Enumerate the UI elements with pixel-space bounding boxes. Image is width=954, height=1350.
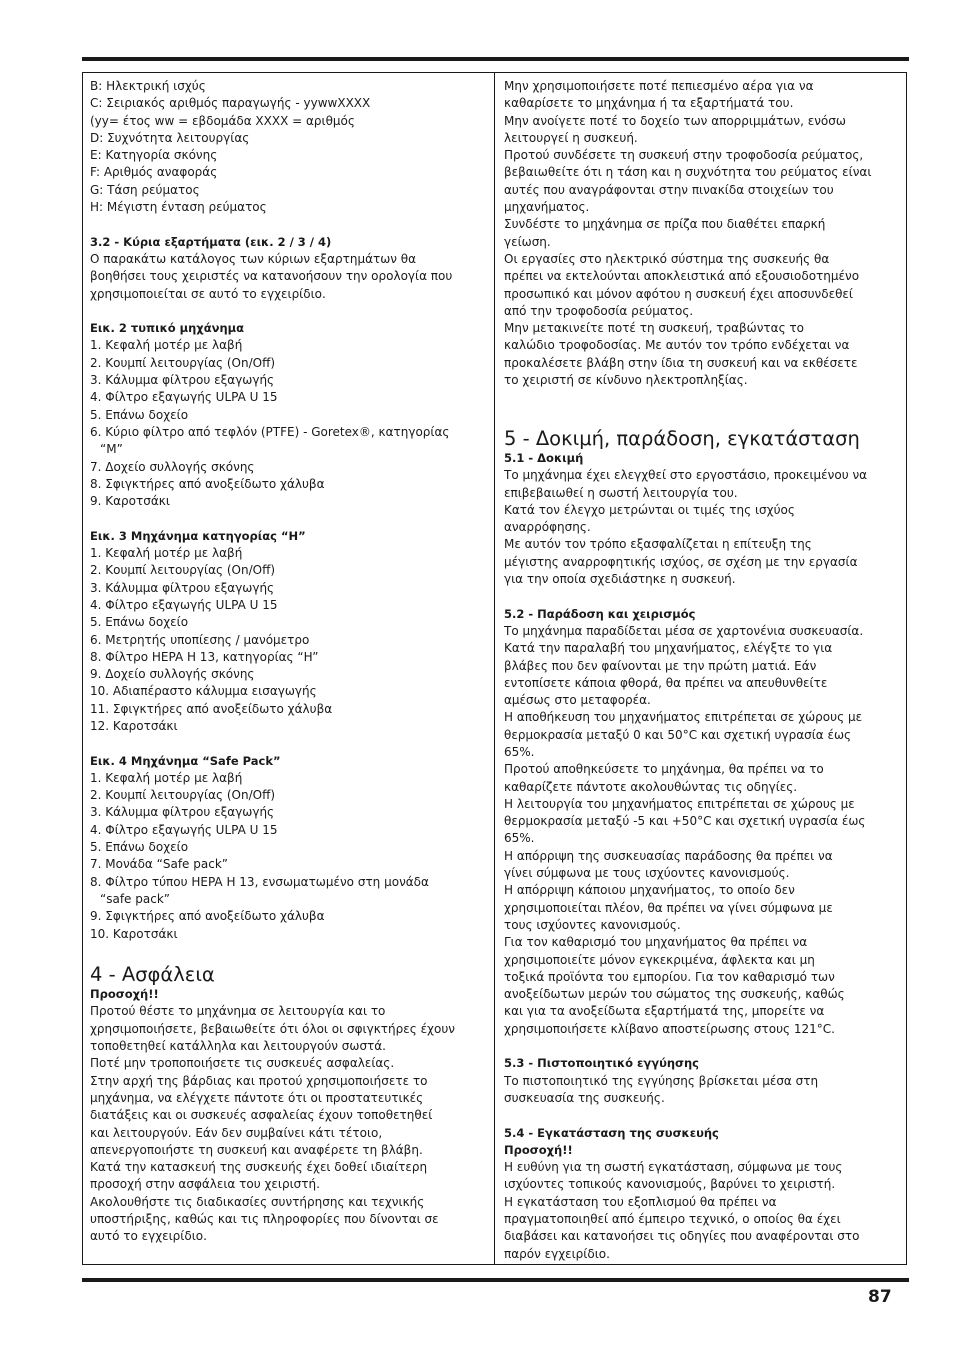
text-line: D: Συχνότητα λειτουργίας (90, 130, 250, 145)
subheading: 5.4 - Εγκατάσταση της συσκευής (504, 1125, 719, 1140)
text-line: απενεργοποιήστε τη συσκευή και αναφέρετε τη βλάβη. (90, 1142, 423, 1157)
text-line: G: Τάση ρεύματος (90, 182, 200, 197)
subheading: Εικ. 4 Μηχάνημα “Safe Pack” (90, 753, 281, 768)
text-line: από την τροφοδοσία ρεύματος. (504, 303, 694, 318)
text-line: 9. Δοχείο συλλογής σκόνης (90, 667, 255, 682)
text-line: χρησιμοποιήσετε, βεβαιωθείτε ότι όλοι οι σφιγκτήρες έχουν (90, 1021, 455, 1036)
text-line: Ο παρακάτω κατάλογος των κύριων εξαρτημάτων θα (90, 251, 417, 266)
text-line: Ακολουθήστε τις διαδικασίες συντήρησης και τεχνικής (90, 1194, 425, 1209)
text-line: τοξικά προϊόντα του εμπορίου. Για τον καθαρισμό των (504, 969, 835, 984)
text-line: 8. Φίλτρο τύπου HEPA H 13, ενσωματωμένο στη μονάδα (90, 874, 429, 889)
text-line: προκαλέσετε βλάβη στην ίδια τη συσκευή και να εκθέσετε (504, 355, 858, 370)
text-line: Η απόρριψη της συσκευασίας παράδοσης θα πρέπει να (504, 848, 833, 863)
blank-line (90, 510, 487, 527)
text-line: 9. Σφιγκτήρες από ανοξείδωτο χάλυβα (90, 909, 325, 924)
text-line: καλώδιο τροφοδοσίας. Με αυτόν τον τρόπο ενδέχεται να (504, 338, 850, 353)
text-line: 8. Σφιγκτήρες από ανοξείδωτο χάλυβα (90, 476, 325, 491)
text-line: Η λειτουργία του μηχανήματος επιτρέπεται σε χώρους με (504, 796, 855, 811)
subheading: Προσοχή!! (504, 1142, 573, 1157)
content-frame (82, 72, 907, 1265)
blank-line (504, 407, 899, 424)
text-line: Το μηχάνημα παραδίδεται μέσα σε χαρτονένια συσκευασία. (504, 623, 864, 638)
text-line: χρησιμοποιήσετε κλίβανο αποστείρωσης στους 121°C. (504, 1021, 835, 1036)
text-line: Το πιστοποιητικό της εγγύησης βρίσκεται μέσα στη (504, 1073, 819, 1088)
text-line: 7. Δοχείο συλλογής σκόνης (90, 459, 255, 474)
text-line: λειτουργεί η συσκευή. (504, 130, 638, 145)
text-line: προσοχή στην ασφάλεια του χειριστή. (90, 1177, 320, 1192)
text-line: θερμοκρασία μεταξύ 0 και 50°C και σχετική υγρασία έως (504, 727, 852, 742)
text-line: 65%. (504, 744, 535, 759)
text-line: διατάξεις και οι συσκευές ασφαλείας έχουν τοποθετηθεί (90, 1108, 433, 1123)
text-line: 5. Επάνω δοχείο (90, 407, 189, 422)
text-line: και για τα ανοξείδωτα εξαρτήματά της, μπορείτε να (504, 1004, 825, 1019)
text-line: Κατά την κατασκευή της συσκευής έχει δοθεί ιδιαίτερη (90, 1160, 428, 1175)
text-line: 1. Κεφαλή μοτέρ με λαβή (90, 770, 243, 785)
text-line: γείωση. (504, 234, 551, 249)
text-line: C: Σειριακός αριθμός παραγωγής - yywwXXXX (90, 96, 371, 111)
text-line: αναρρόφησης. (504, 520, 591, 535)
text-line: καθαρίζετε πάντοτε ακολουθώντας τις οδηγίες. (504, 779, 798, 794)
blank-line (90, 735, 487, 752)
text-line: Προτού συνδέσετε τη συσκευή στην τροφοδοσία ρεύματος, (504, 148, 864, 163)
section-heading: 5 - Δοκιμή, παράδοση, εγκατάσταση (504, 426, 860, 450)
text-line: χρησιμοποιείτε μόνον εγκεκριμένα, άφλεκτα και μη (504, 952, 815, 967)
text-line: Μην ανοίγετε ποτέ το δοχείο των απορριμμάτων, ενόσω (504, 113, 846, 128)
text-line: Οι εργασίες στο ηλεκτρικό σύστημα της συσκευής θα (504, 251, 830, 266)
top-rule (82, 57, 909, 61)
subheading: 5.2 - Παράδοση και χειρισμός (504, 606, 696, 621)
text-line: 9. Καροτσάκι (90, 494, 170, 509)
right-column (495, 73, 906, 1264)
text-line: εντοπίσετε κάποια φθορά, θα πρέπει να απευθυνθείτε (504, 675, 828, 690)
text-line: χρησιμοποιείται πλέον, θα πρέπει να γίνει σύμφωνα με (504, 900, 833, 915)
subheading: Εικ. 3 Μηχάνημα κατηγορίας “H” (90, 528, 306, 543)
text-line: 2. Κουμπί λειτουργίας (On/Off) (90, 355, 276, 370)
text-line: 12. Καροτσάκι (90, 718, 178, 733)
text-line: υποστήριξης, καθώς και τις πληροφορίες που δίνονται σε (90, 1212, 439, 1226)
text-line: Μην μετακινείτε ποτέ τη συσκευή, τραβώντας το (504, 321, 804, 336)
text-line: Προτού θέστε το μηχάνημα σε λειτουργία και το (90, 1004, 386, 1019)
blank-line (504, 1107, 899, 1124)
blank-line (90, 303, 487, 320)
text-line: Κατά τον έλεγχο μετρώνται οι τιμές της ισχύος (504, 502, 795, 517)
text-line: Η αποθήκευση του μηχανήματος επιτρέπεται σε χώρους με (504, 710, 863, 725)
text-line: Στην αρχή της βάρδιας και προτού χρησιμοποιήσετε το (90, 1073, 428, 1088)
blank-line (504, 588, 899, 605)
text-line: τοποθετηθεί κατάλληλα και λειτουργούν σωστά. (90, 1039, 386, 1054)
text-line: “safe pack” (100, 891, 170, 906)
text-line: γίνει σύμφωνα με τους ισχύοντες κανονισμούς. (504, 866, 790, 881)
text-line: βοηθήσει τους χειριστές να κατανοήσουν την ορολογία που (90, 269, 453, 284)
text-line: 1. Κεφαλή μοτέρ με λαβή (90, 338, 243, 353)
text-line: Συνδέστε το μηχάνημα σε πρίζα που διαθέτει επαρκή (504, 217, 826, 232)
text-line: πραγματοποιηθεί από έμπειρο τεχνικό, ο οποίος θα έχει (504, 1212, 841, 1226)
text-line: Ποτέ μην τροποποιήσετε τις συσκευές ασφαλείας. (90, 1056, 395, 1071)
text-line: 4. Φίλτρο εξαγωγής ULPA U 15 (90, 597, 278, 612)
text-line: 2. Κουμπί λειτουργίας (On/Off) (90, 788, 276, 803)
text-line: και λειτουργούν. Εάν δεν συμβαίνει κάτι τέτοιο, (90, 1125, 383, 1140)
page-number: 87 (868, 1287, 892, 1307)
text-line: παρόν εγχειρίδιο. (504, 1246, 610, 1261)
text-line: βλάβες που δεν φαίνονται με την πρώτη ματιά. Εάν (504, 658, 817, 673)
text-line: 3. Κάλυμμα φίλτρου εξαγωγής (90, 373, 275, 388)
text-line: 5. Επάνω δοχείο (90, 840, 189, 855)
text-line: συσκευασία της συσκευής. (504, 1090, 665, 1105)
text-line: καθαρίσετε το μηχάνημα ή τα εξαρτήματά του. (504, 96, 794, 111)
text-line: μέγιστης αναρροφητικής ισχύος, σε σχέση με την εργασία (504, 554, 858, 569)
text-line: αυτό το εγχειρίδιο. (90, 1229, 207, 1244)
blank-line (90, 216, 487, 233)
text-line: 3. Κάλυμμα φίλτρου εξαγωγής (90, 805, 275, 820)
text-line: Προτού αποθηκεύσετε το μηχάνημα, θα πρέπει να το (504, 762, 824, 777)
text-line: H: Μέγιστη ένταση ρεύματος (90, 200, 267, 215)
blank-line (504, 389, 899, 406)
text-line: 2. Κουμπί λειτουργίας (On/Off) (90, 563, 276, 578)
text-line: Το μηχάνημα έχει ελεγχθεί στο εργοστάσιο, προκειμένου να (504, 468, 868, 483)
text-line: 1. Κεφαλή μοτέρ με λαβή (90, 546, 243, 561)
text-line: 6. Μετρητής υποπίεσης / μανόμετρο (90, 632, 310, 647)
text-line: Με αυτόν τον τρόπο εξασφαλίζεται η επίτευξη της (504, 537, 812, 552)
text-line: 6. Κύριο φίλτρο από τεφλόν (PTFE) - Goretex®, κατηγορίας (90, 424, 450, 439)
text-line: Για τον καθαρισμό του μηχανήματος θα πρέπει να (504, 935, 808, 950)
text-line: μηχανήματος. (504, 200, 590, 215)
text-line: B: Ηλεκτρική ισχύς (90, 79, 206, 93)
text-line: F: Αριθμός αναφοράς (90, 165, 218, 180)
left-column (83, 73, 495, 1264)
text-line: τους ισχύοντες κανονισμούς. (504, 917, 681, 932)
text-line: Η απόρριψη κάποιου μηχανήματος, το οποίο δεν (504, 883, 795, 898)
text-line: Η ευθύνη για τη σωστή εγκατάσταση, σύμφωνα με τους (504, 1160, 843, 1175)
text-line: “M” (100, 442, 123, 457)
text-line: 11. Σφιγκτήρες από ανοξείδωτο χάλυβα (90, 701, 333, 716)
text-line: 65%. (504, 831, 535, 846)
text-line: προσωπικό και μόνον αφότου η συσκευή έχει αποσυνδεθεί (504, 286, 853, 301)
text-line: 3. Κάλυμμα φίλτρου εξαγωγής (90, 580, 275, 595)
text-line: επιβεβαιωθεί η σωστή λειτουργία του. (504, 485, 738, 500)
text-line: χρησιμοποιείται σε αυτό το εγχειρίδιο. (90, 286, 326, 301)
text-line: 7. Μονάδα “Safe pack” (90, 857, 228, 872)
text-line: το χειριστή σε κίνδυνο ηλεκτροπληξίας. (504, 373, 748, 388)
subheading: Προσοχή!! (90, 987, 159, 1002)
text-line: ανοξείδωτων μερών του σώματος της συσκευής, καθώς (504, 987, 845, 1002)
blank-line (90, 943, 487, 960)
text-line: E: Κατηγορία σκόνης (90, 148, 218, 163)
subheading: 3.2 - Κύρια εξαρτήματα (εικ. 2 / 3 / 4) (90, 234, 332, 249)
text-line: θερμοκρασία μεταξύ -5 και +50°C και σχετική υγρασία έως (504, 814, 866, 829)
text-line: μηχάνημα, να ελέγχετε πάντοτε ότι οι προστατευτικές (90, 1090, 424, 1105)
text-line: 4. Φίλτρο εξαγωγής ULPA U 15 (90, 390, 278, 405)
text-line: 5. Επάνω δοχείο (90, 615, 189, 630)
text-line: (yy= έτος ww = εβδομάδα XXXX = αριθμός (90, 113, 355, 128)
text-line: για την οποία σχεδιάστηκε η συσκευή. (504, 572, 736, 587)
text-line: 10. Καροτσάκι (90, 926, 178, 941)
subheading: Εικ. 2 τυπικό μηχάνημα (90, 321, 244, 336)
text-line: Η εγκατάσταση του εξοπλισμού θα πρέπει να (504, 1194, 777, 1209)
text-line: βεβαιωθείτε ότι η τάση και η συχνότητα του ρεύματος είναι (504, 165, 872, 180)
text-line: Μην χρησιμοποιήσετε ποτέ πεπιεσμένο αέρα για να (504, 79, 814, 93)
text-line: 10. Αδιαπέραστο κάλυμμα εισαγωγής (90, 684, 317, 699)
text-line: αμέσως στο μεταφορέα. (504, 693, 651, 708)
text-line: πρέπει να εκτελούνται αποκλειστικά από εξουσιοδοτημένο (504, 269, 860, 284)
text-line: Κατά την παραλαβή του μηχανήματος, ελέγξτε το για (504, 641, 833, 656)
text-line: ισχύοντες τοπικούς κανονισμούς, βαρύνει το χειριστή. (504, 1177, 836, 1192)
text-line: 4. Φίλτρο εξαγωγής ULPA U 15 (90, 822, 278, 837)
subheading: 5.1 - Δοκιμή (504, 450, 584, 465)
text-line: αυτές που αναγράφονται στην πινακίδα στοιχείων του (504, 182, 834, 197)
section-heading: 4 - Ασφάλεια (90, 963, 215, 987)
bottom-rule (82, 1278, 909, 1282)
blank-line (504, 1038, 899, 1055)
text-line: 8. Φίλτρο HEPA H 13, κατηγορίας “H” (90, 649, 319, 664)
subheading: 5.3 - Πιστοποιητικό εγγύησης (504, 1056, 699, 1071)
text-line: διαβάσει και κατανοήσει τις οδηγίες που αναφέρονται στο (504, 1229, 860, 1244)
